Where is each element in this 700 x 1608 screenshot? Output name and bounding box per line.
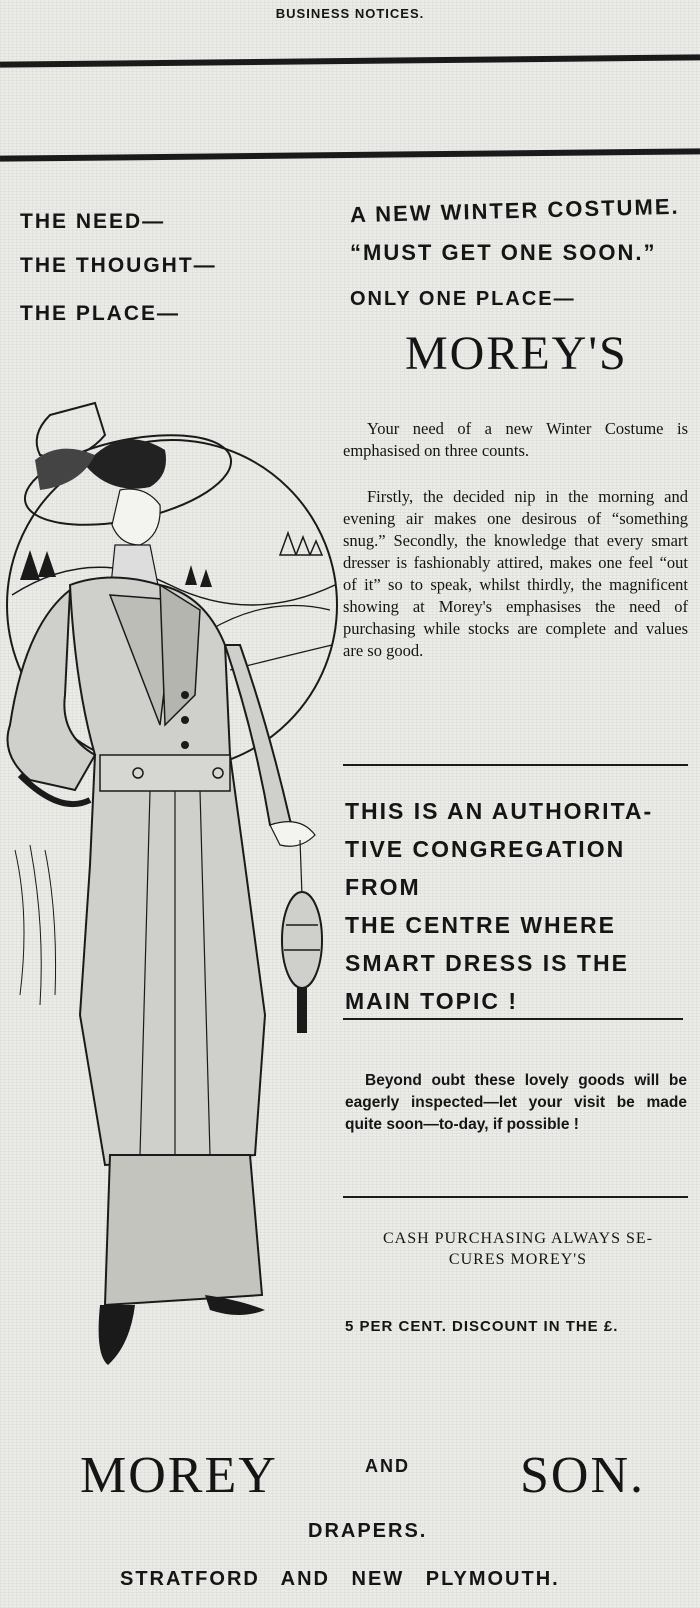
cash-notice [343, 1228, 693, 1270]
feature-line-1: THIS IS AN AUTHORITA- [345, 798, 654, 824]
cash-notice-line-1: CASH PURCHASING ALWAYS SE- [382, 1230, 654, 1247]
footer-trade: DRAPERS. [308, 1520, 428, 1542]
footer-towns: STRATFORD AND NEW PLYMOUTH. [120, 1568, 560, 1590]
right-heading-line-2: “MUST GET ONE SOON.” [350, 240, 657, 265]
feature-line-3: THE CENTRE WHERE [345, 912, 616, 938]
section-title: BUSINESS NOTICES. [275, 6, 425, 21]
cash-notice-line-2: CURES MOREY'S [448, 1251, 588, 1268]
feature-line-5: MAIN TOPIC ! [345, 988, 519, 1014]
left-heading-line-2: THE THOUGHT— [20, 254, 217, 277]
brand-name: MOREY'S [405, 327, 628, 380]
feature-line-2: TIVE CONGREGATION FROM [345, 836, 626, 900]
right-heading-line-3: ONLY ONE PLACE— [350, 288, 576, 310]
footer-name-left: MOREY [80, 1447, 278, 1504]
discount-notice: 5 PER CENT. DISCOUNT IN THE £. [345, 1318, 619, 1335]
divider-2 [343, 1018, 683, 1020]
right-heading-line-1: A NEW WINTER COSTUME. [349, 193, 680, 228]
divider-3 [343, 1196, 688, 1198]
paragraph-invitation: Beyond oubt these lovely goods will be eagerly inspected—let your visit be made quite soon—to-day, if possible ! [345, 1072, 687, 1133]
costume-illustration [0, 395, 345, 1420]
divider-1 [343, 764, 688, 766]
left-heading-line-1: THE NEED— [20, 210, 166, 233]
second-rule-thick [0, 148, 700, 161]
paragraph-intro: Your need of a new Winter Costume is emphasised on three counts. [343, 419, 688, 460]
left-heading-line-3: THE PLACE— [20, 302, 181, 325]
footer-name-right: SON. [520, 1447, 646, 1504]
feature-block [345, 792, 690, 1020]
paragraph-reasons: Firstly, the decided nip in the morning and evening air makes one desirous of “something snug.” Secondly, the knowledge that every smart dresser is fashionably attired, makes one feel “out of it” so to speak, whilst thirdly, the magnificent showing at Morey's emphasises the need of purchasing while stocks are complete and values are so good. [343, 487, 688, 660]
top-rule-thick [0, 54, 700, 67]
footer-conjunction: AND [365, 1456, 410, 1476]
feature-line-4: SMART DRESS IS THE [345, 950, 629, 976]
